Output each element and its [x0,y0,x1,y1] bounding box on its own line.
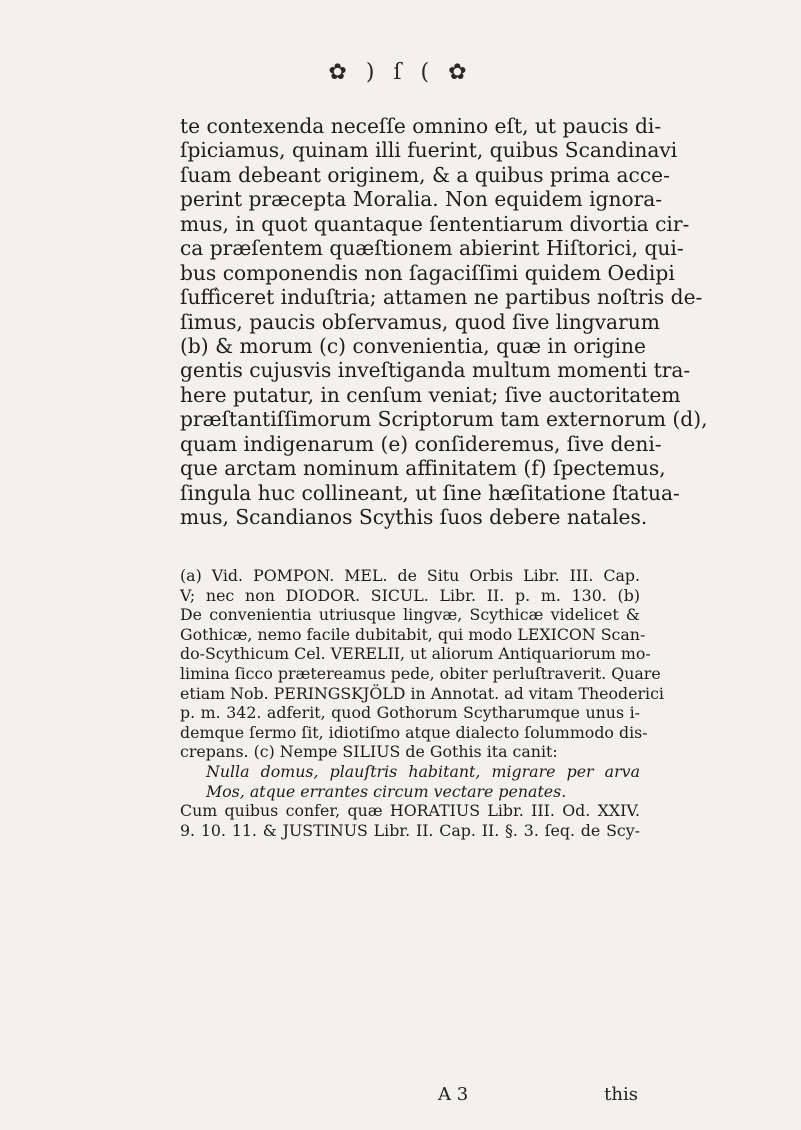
catchword: this [604,1084,638,1105]
footnote-line: demque ſermo ſit, idiotiſmo atque dialecto ſolummodo dis- [180,722,648,742]
footnote-line: Cum quibus confer, quæ HORATIUS Libr. III. Od. XXIV. [180,801,640,821]
main-text [180,114,708,529]
signature-mark: A 3 [438,1084,469,1105]
footnote-line: (a) Vid. POMPON. MEL. de Situ Orbis Libr. III. Cap. [180,566,640,585]
text-line: ſuam debeant originem, & a quibus prima acce- [180,162,670,187]
verse-line: Mos, atque errantes circum vectare penates. [206,781,567,801]
text-line: ſingula huc collineant, ut ſine hæſitatione ſtatua- [180,480,680,505]
footnote-line: De convenientia utriusque lingvæ, Scythicæ videlicet & [180,605,640,625]
text-line: perint præcepta Moralia. Non equidem ignora- [180,187,663,212]
footnote-line: 9. 10. 11. & JUSTINUS Libr. II. Cap. II. §. 3. ſeq. de Scy- [180,820,640,840]
text-line: gentis cujusvis inveſtiganda multum momenti tra- [180,358,691,383]
text-line: te contexenda neceſſe omnino eſt, ut paucis di- [180,114,662,138]
footnote-line: crepans. (c) Nempe SILIUS de Gothis ita canit: [180,742,558,762]
text-line: ſpiciamus, quinam illi fuerint, quibus Scandinavi [180,138,678,163]
text-line: bus componendis non ſagaciſſimi quidem Oedipi [180,260,675,285]
text-line: que arctam nominum affinitatem (f) ſpectemus, [180,456,666,481]
footnote-line: do-Scythicum Cel. VERELII, ut aliorum Antiquariorum mo- [180,644,651,664]
footnote-line: p. m. 342. adferit, quod Gothorum Scytharumque unus i- [180,703,640,723]
text-line: mus, in quot quantaque ſententiarum divortia cir- [180,211,690,236]
footnotes [180,566,664,840]
footnote-line: V; nec non DIODOR. SICUL. Libr. II. p. m. 130. (b) [180,585,640,605]
text-line: (b) & morum (c) convenientia, quæ in origine [180,333,646,358]
text-line: præſtantiſſimorum Scriptorum tam externorum (d), [180,407,708,432]
footnote-line: limina ſicco prætereamus pede, obiter perluſtraverit. Quare [180,663,661,683]
footnote-line: Gothicæ, nemo facile dubitabit, qui modo LEXICON Scan- [180,624,646,644]
text-line: here putatur, in cenſum veniat; ſive auctoritatem [180,382,681,407]
header-ornament: ✿ ) ſ ( ✿ [328,60,473,85]
text-line: ſimus, paucis obſervamus, quod ſive lingvarum [180,309,660,334]
text-line: quam indigenarum (e) conſideremus, ſive deni- [180,431,662,456]
text-line: mus, Scandianos Scythis ſuos debere natales. [180,505,648,529]
text-line: ſuffìceret induſtria; attamen ne partibus noſtris de- [180,285,703,310]
verse-line: Nulla domus, plauſtris habitant, migrare per arva [206,761,640,781]
footnote-line: etiam Nob. PERINGSKJÖLD in Annotat. ad vitam Theoderici [180,683,664,703]
text-line: ca præſentem quæſtionem abierint Hiſtorici, qui- [180,236,684,261]
page-footer [180,1084,640,1108]
